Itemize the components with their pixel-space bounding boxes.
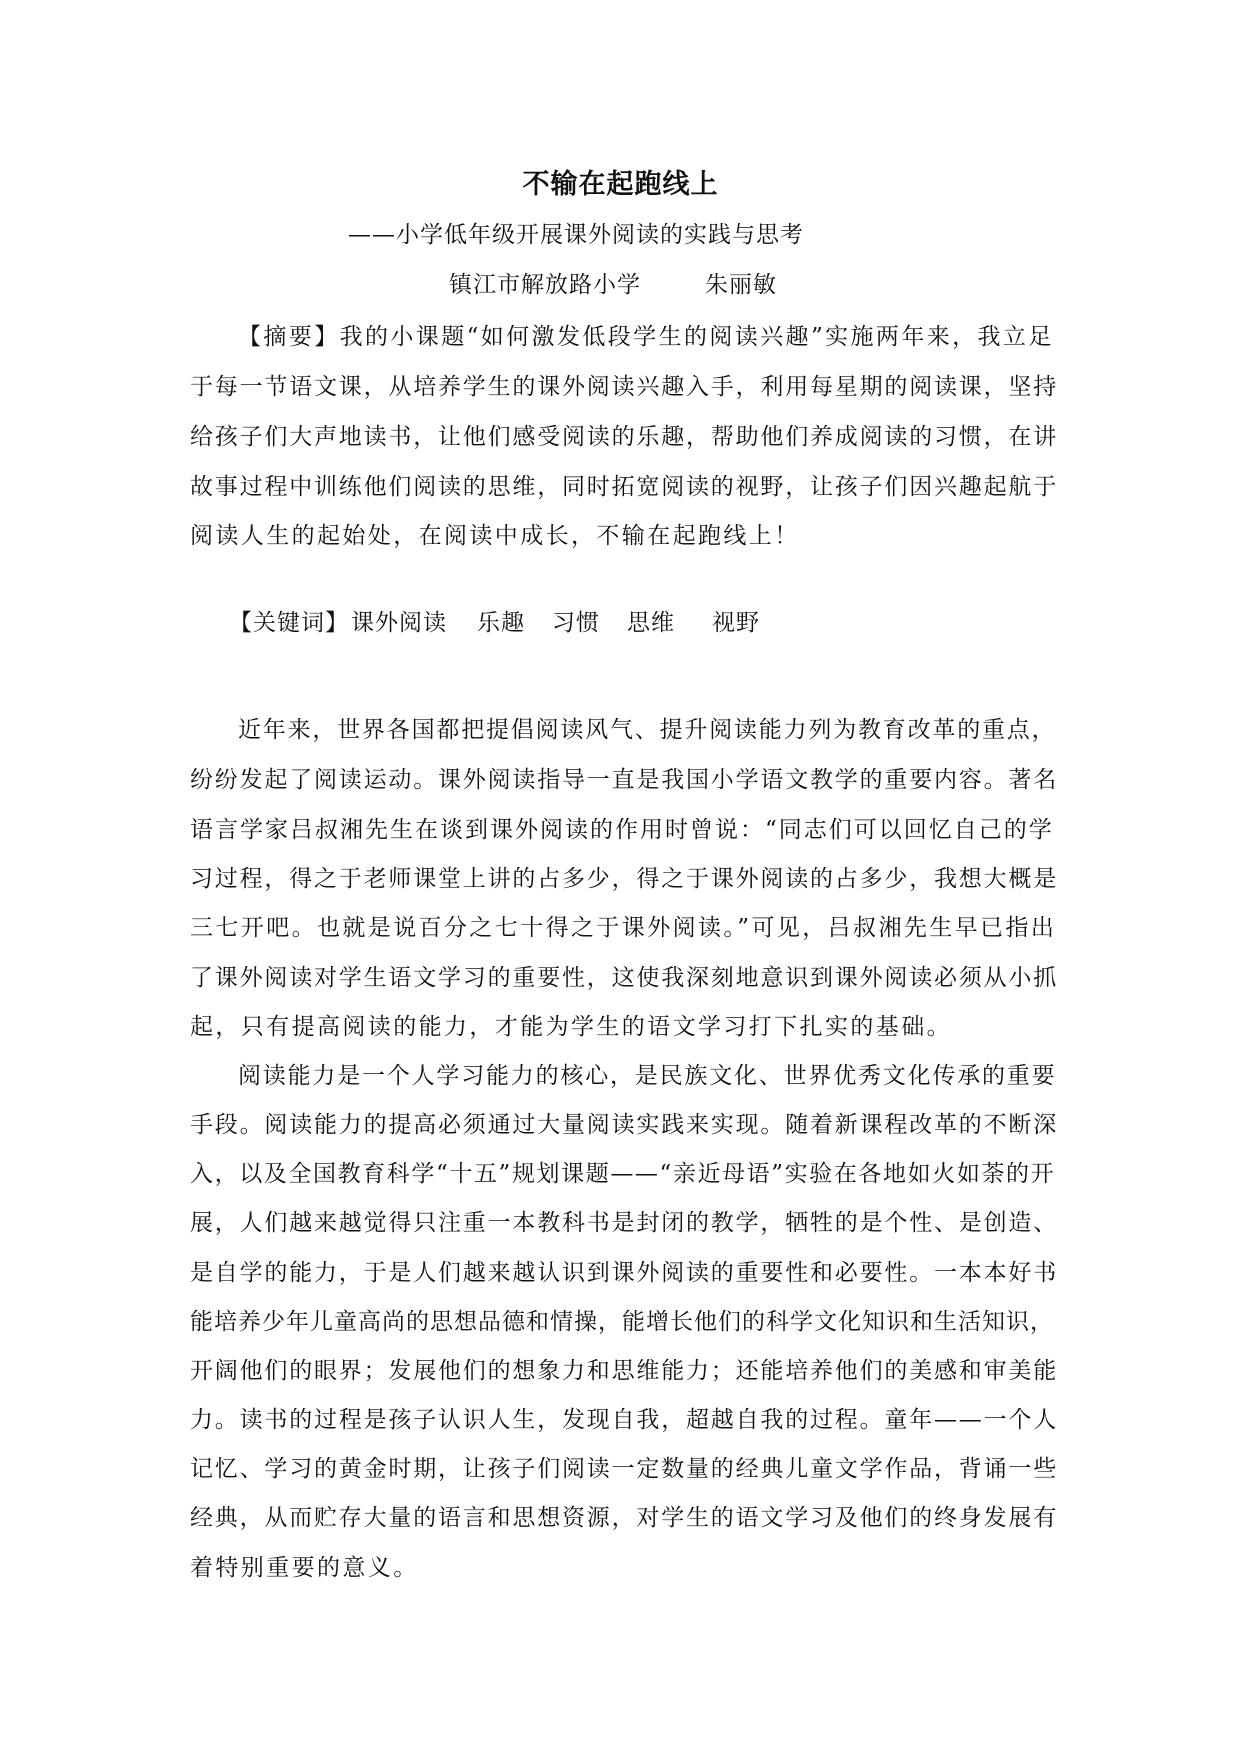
abstract-line: 故事过程中训练他们阅读的思维，同时拓宽阅读的视野，让孩子们因兴趣起航于: [190, 474, 1058, 500]
body-line: 近年来，世界各国都把提倡阅读风气、提升阅读能力列为教育改革的重点，: [238, 717, 1057, 743]
body-line: 经典，从而贮存大量的语言和思想资源，对学生的语文学习及他们的终身发展有: [190, 1505, 1058, 1531]
body-line: 了课外阅读对学生语文学习的重要性，这使我深刻地意识到课外阅读必须从小抓: [190, 965, 1058, 991]
body-line: 习过程，得之于老师课堂上讲的占多少，得之于课外阅读的占多少，我想大概是: [190, 866, 1058, 892]
byline-school: 镇江市解放路小学: [449, 272, 641, 298]
body-line: 展，人们越来越觉得只注重一本教科书是封闭的教学，牺牲的是个性、是创造、: [190, 1210, 1058, 1236]
keyword: 课外阅读: [351, 610, 447, 636]
keyword: 乐趣: [477, 610, 525, 636]
keyword: 习惯: [552, 610, 600, 636]
body-line: 记忆、学习的黄金时期，让孩子们阅读一定数量的经典儿童文学作品，背诵一些: [190, 1456, 1058, 1482]
byline: [449, 266, 777, 299]
body-line: 是自学的能力，于是人们越来越认识到课外阅读的重要性和必要性。一本本好书: [190, 1260, 1058, 1286]
abstract-line: 【摘要】我的小课题“如何激发低段学生的阅读兴趣”实施两年来，我立足: [238, 324, 1054, 350]
abstract-line: 给孩子们大声地读书，让他们感受阅读的乐趣，帮助他们养成阅读的习惯，在讲: [190, 424, 1058, 450]
body-line: 入，以及全国教育科学“十五”规划课题——“亲近母语”实验在各地如火如荼的开: [190, 1161, 1056, 1187]
body-line: 力。读书的过程是孩子认识人生，发现自我，超越自我的过程。童年——一个人: [190, 1407, 1058, 1433]
abstract-line: 于每一节语文课，从培养学生的课外阅读兴趣入手，利用每星期的阅读课，坚持: [190, 374, 1058, 400]
body-line: 起，只有提高阅读的能力，才能为学生的语文学习打下扎实的基础。: [190, 1014, 952, 1040]
body-line: 开阔他们的眼界；发展他们的想象力和思维能力；还能培养他们的美感和审美能: [190, 1358, 1058, 1384]
abstract-line: 阅读人生的起始处，在阅读中成长，不输在起跑线上！: [190, 523, 800, 549]
keyword: 视野: [712, 610, 760, 636]
body-line: 语言学家吕叔湘先生在谈到课外阅读的作用时曾说：“同志们可以回忆自己的学: [190, 817, 1054, 843]
byline-author: 朱丽敏: [705, 272, 777, 298]
body-line: 三七开吧。也就是说百分之七十得之于课外阅读。”可见，吕叔湘先生早已指出: [190, 915, 1057, 941]
body-line: 手段。阅读能力的提高必须通过大量阅读实践来实现。随着新课程改革的不断深: [190, 1112, 1058, 1138]
body-line: 能培养少年儿童高尚的思想品德和情操，能增长他们的科学文化知识和生活知识，: [190, 1309, 1054, 1335]
document-title: 不输在起跑线上: [522, 169, 719, 200]
document-subtitle: ——小学低年级开展课外阅读的实践与思考: [348, 222, 804, 248]
keywords-label: 【关键词】: [229, 610, 349, 636]
keyword: 思维: [627, 610, 675, 636]
body-line: 阅读能力是一个人学习能力的核心，是民族文化、世界优秀文化传承的重要: [238, 1063, 1057, 1089]
body-line: 纷纷发起了阅读运动。课外阅读指导一直是我国小学语文教学的重要内容。著名: [190, 767, 1058, 793]
body-line: 着特别重要的意义。: [190, 1555, 419, 1581]
